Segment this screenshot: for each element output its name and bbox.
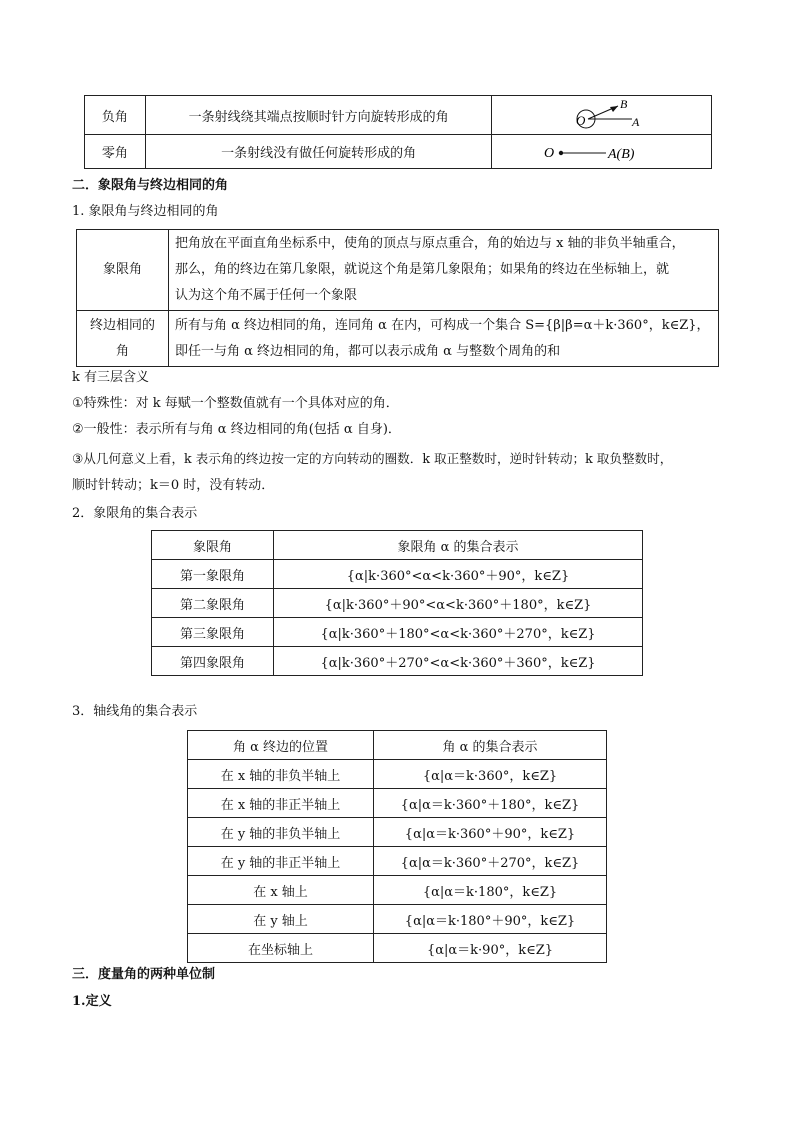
k-meaning-title: k 有三层含义 [72,370,150,385]
table-cell: {α|α＝k·180°＋90°，k∈Z} [374,905,607,934]
axis-set-table [187,730,607,963]
section-heading: 二．象限角与终边相同的角 [72,178,229,193]
table-row [152,618,643,647]
definition-line: 那么，角的终边在第几象限，就说这个角是第几象限角；如果角的终边在坐标轴上，就 [175,262,670,277]
angle-name-cell: 负角 [85,96,146,135]
table-cell: 在 y 轴的非正半轴上 [188,847,374,876]
table-cell: {α|k·360°＋270°<α<k·360°＋360°，k∈Z} [274,647,643,676]
figure-label-o: O [575,113,586,128]
table-cell: {α|k·360°＋90°<α<k·360°＋180°，k∈Z} [274,589,643,618]
table-cell: 在 x 轴上 [188,876,374,905]
table-row [77,230,719,311]
zero-angle-figure-cell [492,135,712,169]
subsection-heading: 3．轴线角的集合表示 [72,704,198,719]
column-header: 象限角 [152,531,274,560]
table-header-row [188,731,607,760]
figure-label-a: A [631,115,640,129]
column-header: 角 α 终边的位置 [188,731,374,760]
angle-type-table [84,95,712,169]
table-row [188,934,607,963]
table-row [188,789,607,818]
term-line: 角 [115,343,129,359]
term-cell [77,311,169,367]
definition-table [76,229,719,367]
column-header: 象限角 α 的集合表示 [274,531,643,560]
table-row [85,135,712,169]
table-cell: 第一象限角 [152,560,274,589]
definition-cell [169,230,719,311]
table-row [152,589,643,618]
k-point-text: 特殊性：对 k 每赋一个整数值就有一个具体对应的角． [83,396,399,411]
table-row [188,760,607,789]
table-cell: 在 x 轴的非负半轴上 [188,760,374,789]
figure-label-b: B [619,98,628,111]
table-cell: {α|α＝k·360°，k∈Z} [374,760,607,789]
table-cell: {α|k·360°＋180°<α<k·360°＋270°，k∈Z} [274,618,643,647]
circled-number: ③ [72,451,84,466]
k-point [72,395,399,413]
angle-desc-cell: 一条射线绕其端点按顺时针方向旋转形成的角 [145,96,492,135]
k-point [72,421,401,439]
term-line: 终边相同的 [89,317,155,333]
circled-number: ② [72,422,84,437]
table-header-row [152,531,643,560]
table-cell: {α|α＝k·360°＋90°，k∈Z} [374,818,607,847]
negative-angle-figure [562,98,642,132]
table-row [188,876,607,905]
table-cell: {α|k·360°<α<k·360°＋90°，k∈Z} [274,560,643,589]
table-cell: 在 x 轴的非正半轴上 [188,789,374,818]
figure-label-ab: A(B) [607,146,635,162]
quadrant-set-table [151,530,643,676]
table-row [77,311,719,367]
definition-line: 把角放在平面直角坐标系中，使角的顶点与原点重合，角的始边与 x 轴的非负半轴重合， [175,236,685,251]
table-cell: {α|α＝k·180°，k∈Z} [374,876,607,905]
definition-cell [169,311,719,367]
circled-number: ① [72,396,84,411]
definition-line: 即任一与角 α 终边相同的角，都可以表示成角 α 与整数个周角的和 [175,343,561,359]
table-cell: 在 y 轴上 [188,905,374,934]
table-cell: 在 y 轴的非负半轴上 [188,818,374,847]
definition-line: 认为这个角不属于任何一个象限 [175,288,358,303]
subsection-heading: 1.定义 [72,994,112,1009]
k-point [72,450,672,468]
table-cell: {α|α＝k·90°，k∈Z} [374,934,607,963]
angle-name-cell: 零角 [85,135,146,169]
table-row [152,560,643,589]
table-cell: 在坐标轴上 [188,934,374,963]
table-row [188,905,607,934]
subsection-heading: 2．象限角的集合表示 [72,506,198,521]
table-row [188,818,607,847]
k-point-continued: 顺时针转动；k＝0 时，没有转动． [72,478,275,493]
term-cell: 象限角 [77,230,169,311]
figure-label-o: O [543,145,554,161]
table-row [188,847,607,876]
table-cell: {α|α＝k·360°＋180°，k∈Z} [374,789,607,818]
table-cell: 第三象限角 [152,618,274,647]
section-heading: 三．度量角的两种单位制 [72,967,216,982]
k-point-text: 一般性：表示所有与角 α 终边相同的角(包括 α 自身)． [83,422,401,437]
table-cell: {α|α＝k·360°＋270°，k∈Z} [374,847,607,876]
table-cell: 第四象限角 [152,647,274,676]
k-point-text: 从几何意义上看，k 表示角的终边按一定的方向转动的圈数．k 取正整数时，逆时针转动；k 取负整数时， [83,451,673,466]
definition-line: 所有与角 α 终边相同的角，连同角 α 在内，可构成一个集合 S={β|β=α＋k·360°，k∈Z}， [175,317,710,333]
subsection-heading: 1. 象限角与终边相同的角 [72,204,219,219]
angle-desc-cell: 一条射线没有做任何旋转形成的角 [145,135,492,169]
negative-angle-figure-cell [492,96,712,135]
table-cell: 第二象限角 [152,589,274,618]
table-row [152,647,643,676]
column-header: 角 α 的集合表示 [374,731,607,760]
table-row [85,96,712,135]
zero-angle-figure [542,140,662,164]
